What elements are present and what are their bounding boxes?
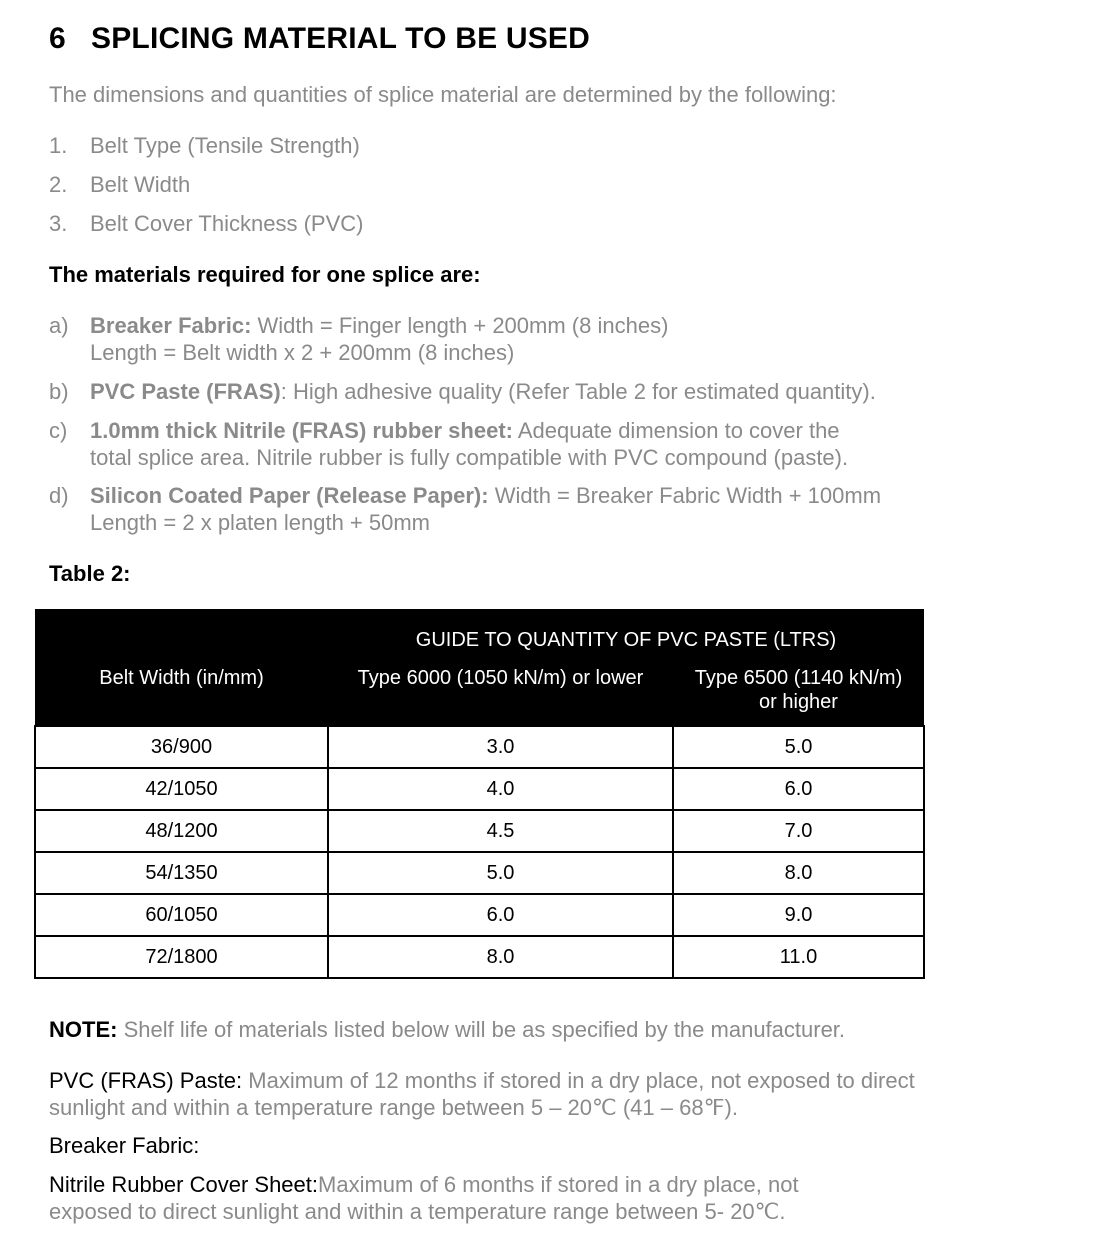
table-row: 72/1800 8.0 11.0 (35, 936, 924, 978)
list-item: 1. Belt Type (Tensile Strength) (49, 133, 360, 158)
table-row: 36/900 3.0 5.0 (35, 726, 924, 768)
list-item: 3. Belt Cover Thickness (PVC) (49, 211, 364, 236)
table-row: 60/1050 6.0 9.0 (35, 894, 924, 936)
note-label: NOTE: (49, 1017, 118, 1042)
table-row: 42/1050 4.0 6.0 (35, 768, 924, 810)
list-item: 2. Belt Width (49, 172, 191, 197)
section-number: 6 (49, 22, 66, 55)
material-item: c) 1.0mm thick Nitrile (FRAS) rubber sheet: Adequate dimension to cover the total splice area. Nitrile rubber is fully compatible with PVC compound (paste). (49, 418, 849, 470)
section-title: SPLICING MATERIAL TO BE USED (91, 22, 590, 55)
header-blank (35, 609, 328, 666)
intro-text: The dimensions and quantities of splice material are determined by the following: (49, 82, 837, 107)
col-type-6500: Type 6500 (1140 kN/m) or higher (673, 666, 924, 726)
paste-quantity-table (34, 609, 925, 979)
shelf-life-nitrile-sheet: Nitrile Rubber Cover Sheet:Maximum of 6 months if stored in a dry place, not exposed to direct sunlight and within a temperature range between 5- 20℃. (49, 1172, 799, 1224)
table-row: 54/1350 5.0 8.0 (35, 852, 924, 894)
col-belt-width: Belt Width (in/mm) (35, 666, 328, 726)
material-item: b) PVC Paste (FRAS): High adhesive quality (Refer Table 2 for estimated quantity). (49, 379, 876, 404)
col-type-6000: Type 6000 (1050 kN/m) or lower (328, 666, 673, 726)
note-paragraph: NOTE: Shelf life of materials listed below will be as specified by the manufacturer. (49, 1017, 846, 1042)
table-row: 48/1200 4.5 7.0 (35, 810, 924, 852)
shelf-life-breaker-fabric: Breaker Fabric: (49, 1133, 200, 1158)
shelf-life-pvc-paste: PVC (FRAS) Paste: Maximum of 12 months if stored in a dry place, not exposed to direct sunlight and within a temperature range between 5 – 20℃ (41 – 68℉). (49, 1068, 915, 1120)
material-item: d) Silicon Coated Paper (Release Paper): Width = Breaker Fabric Width + 100mm Length = 2 x platen length + 50mm (49, 483, 882, 535)
group-header: GUIDE TO QUANTITY OF PVC PASTE (LTRS) (328, 609, 924, 666)
table-caption: Table 2: (49, 561, 131, 586)
materials-heading: The materials required for one splice are: (49, 262, 481, 287)
section-heading (49, 22, 590, 56)
material-item: a) Breaker Fabric: Width = Finger length + 200mm (8 inches) Length = Belt width x 2 + 200mm (8 inches) (49, 313, 669, 365)
